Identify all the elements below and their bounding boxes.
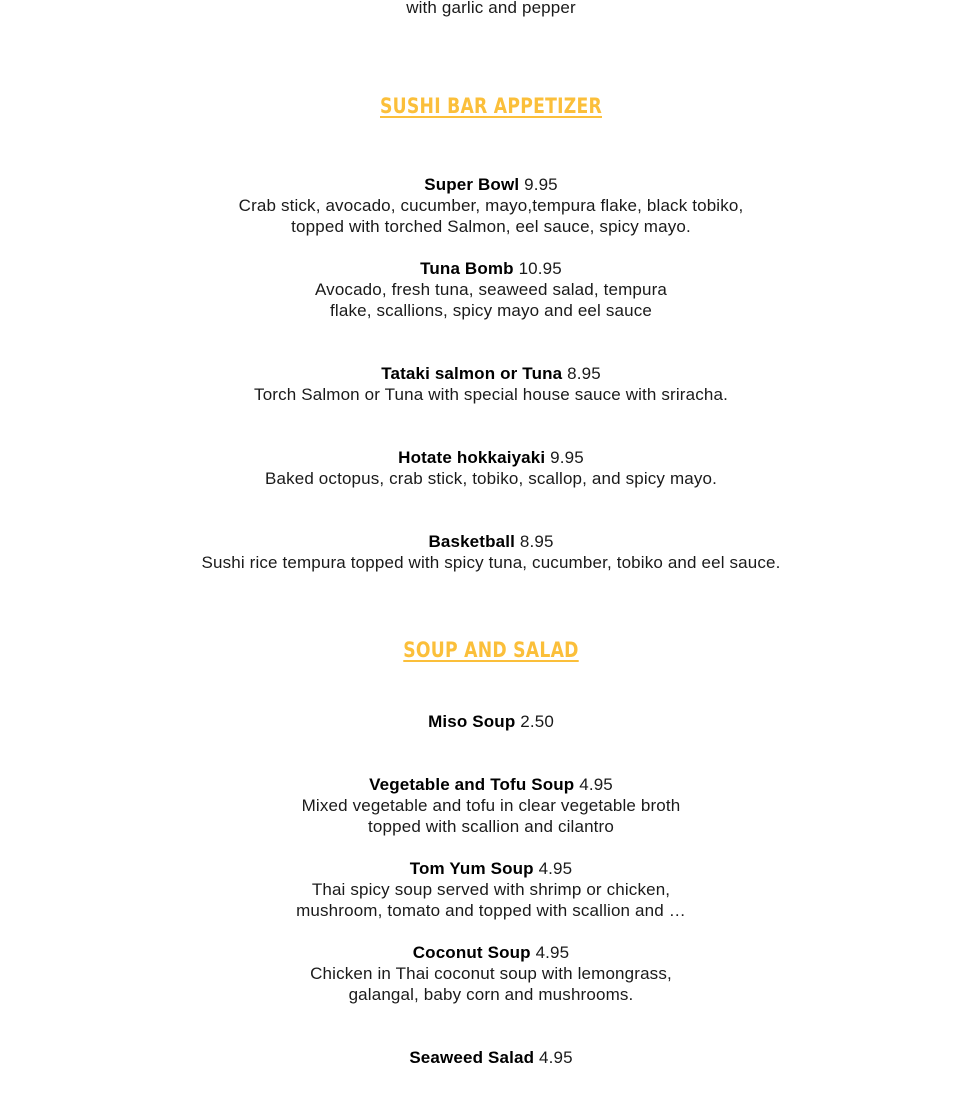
item-name: Basketball: [428, 532, 515, 551]
item-price: 8.95: [567, 364, 601, 383]
item-name: Vegetable and Tofu Soup: [369, 775, 575, 794]
item-description-line: Sushi rice tempura topped with spicy tuna, cucumber, tobiko and eel sauce.: [201, 553, 781, 572]
item-description-line: flake, scallions, spicy mayo and eel sauce: [330, 301, 652, 320]
item-price: 4.95: [535, 943, 570, 962]
item-description-line: Baked octopus, crab stick, tobiko, scallop, and spicy mayo.: [264, 469, 717, 488]
item-price: 9.95: [550, 448, 584, 467]
menu-item-seaweed-salad: [0, 1047, 965, 1068]
item-name: Miso Soup: [428, 712, 516, 731]
section-title-sushi-bar-appetizer: SUSHI BAR APPETIZER: [380, 94, 602, 118]
item-description-line: Avocado, fresh tuna, seaweed salad, tempura: [314, 280, 668, 299]
menu-item-tataki: [0, 363, 965, 405]
item-price: 4.95: [538, 1048, 573, 1067]
section-title-soup-and-salad: SOUP AND SALAD: [403, 638, 579, 662]
item-name: Seaweed Salad: [409, 1048, 535, 1067]
menu-item-tom-yum-soup: [0, 858, 965, 921]
item-name: Tataki salmon or Tuna: [381, 364, 563, 383]
item-price: 10.95: [518, 259, 562, 278]
item-price: 8.95: [519, 532, 554, 551]
item-price: 4.95: [538, 859, 573, 878]
item-price: 9.95: [524, 175, 558, 194]
item-description-line: Mixed vegetable and tofu in clear vegetable broth: [301, 796, 681, 815]
item-description-line: Thai spicy soup served with shrimp or chicken,: [311, 880, 671, 899]
menu-item-miso-soup: [0, 711, 965, 732]
menu-item-tuna-bomb: [0, 258, 965, 321]
item-description-line: galangal, baby corn and mushrooms.: [348, 985, 634, 1004]
item-description-line: mushroom, tomato and topped with scallion and …: [296, 901, 686, 920]
item-price: 4.95: [579, 775, 613, 794]
item-name: Coconut Soup: [412, 943, 531, 962]
item-description-line: topped with scallion and cilantro: [368, 817, 614, 836]
item-name: Hotate hokkaiyaki: [398, 448, 546, 467]
description-line: with garlic and pepper: [406, 0, 576, 17]
item-price: 2.50: [520, 712, 554, 731]
item-description-line: Torch Salmon or Tuna with special house sauce with sriracha.: [254, 385, 728, 404]
menu-item-hotate-hokkaiyaki: [0, 447, 965, 489]
item-description-line: Chicken in Thai coconut soup with lemongrass,: [310, 964, 672, 983]
menu-item-basketball: [0, 531, 965, 573]
item-name: Tom Yum Soup: [409, 859, 534, 878]
item-description-line: topped with torched Salmon, eel sauce, spicy mayo.: [291, 217, 691, 236]
menu-item-vegetable-tofu-soup: [0, 774, 965, 837]
previous-item-description: [0, 0, 965, 18]
item-name: Tuna Bomb: [420, 259, 514, 278]
item-name: Super Bowl: [424, 175, 520, 194]
item-description-line: Crab stick, avocado, cucumber, mayo,tempura flake, black tobiko,: [238, 196, 744, 215]
menu-item-coconut-soup: [0, 942, 965, 1005]
menu-item-super-bowl: [0, 174, 965, 237]
